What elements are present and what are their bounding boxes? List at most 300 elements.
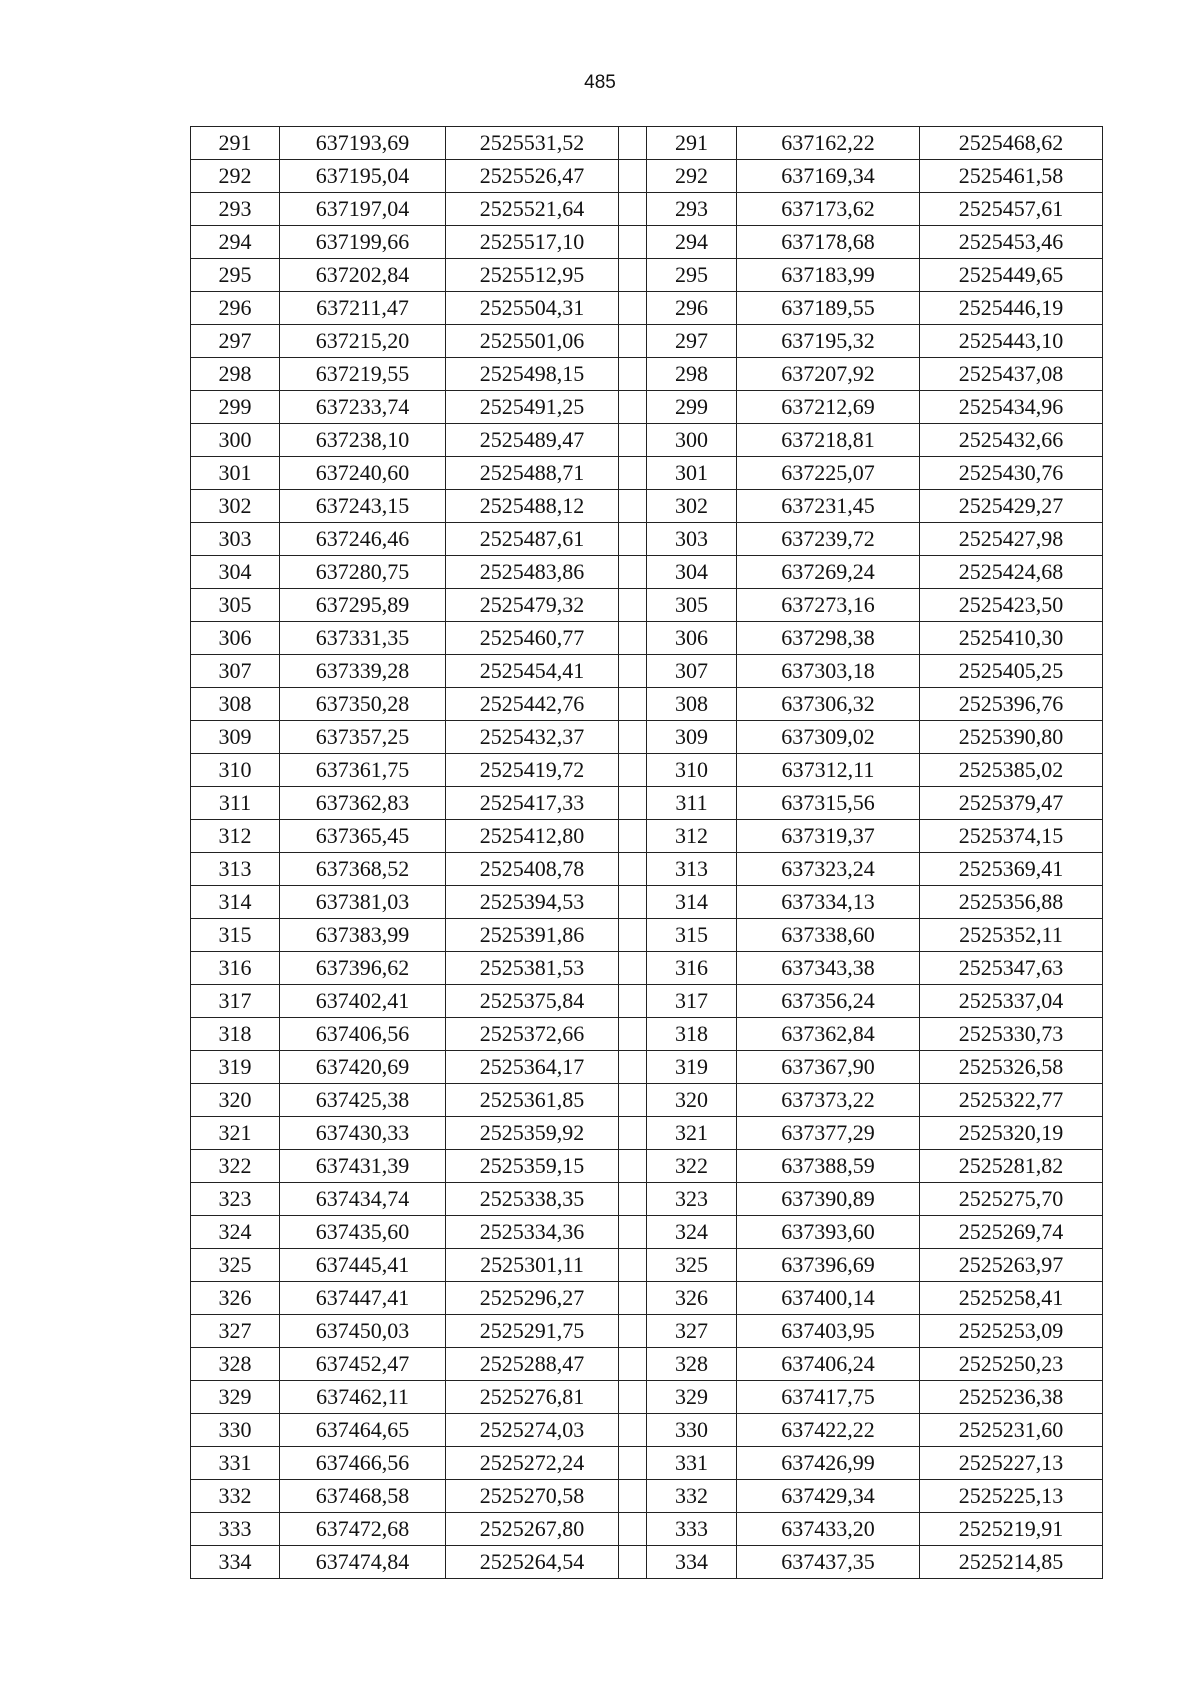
y-coordinate-left: 2525454,41 [446, 655, 619, 688]
point-number-right: 320 [647, 1084, 737, 1117]
separator-cell [619, 160, 647, 193]
x-coordinate-left: 637211,47 [280, 292, 446, 325]
table-row [191, 556, 1103, 589]
y-coordinate-left: 2525334,36 [446, 1216, 619, 1249]
x-coordinate-right: 637195,32 [737, 325, 920, 358]
y-coordinate-right: 2525253,09 [920, 1315, 1103, 1348]
point-number-right: 321 [647, 1117, 737, 1150]
point-number-right: 309 [647, 721, 737, 754]
x-coordinate-right: 637315,56 [737, 787, 920, 820]
y-coordinate-right: 2525337,04 [920, 985, 1103, 1018]
table-row [191, 754, 1103, 787]
point-number-left: 304 [191, 556, 280, 589]
x-coordinate-left: 637368,52 [280, 853, 446, 886]
x-coordinate-left: 637450,03 [280, 1315, 446, 1348]
table-row [191, 424, 1103, 457]
point-number-left: 301 [191, 457, 280, 490]
table-row [191, 1183, 1103, 1216]
y-coordinate-left: 2525291,75 [446, 1315, 619, 1348]
separator-cell [619, 820, 647, 853]
x-coordinate-right: 637225,07 [737, 457, 920, 490]
separator-cell [619, 1480, 647, 1513]
y-coordinate-left: 2525460,77 [446, 622, 619, 655]
x-coordinate-right: 637426,99 [737, 1447, 920, 1480]
separator-cell [619, 1051, 647, 1084]
y-coordinate-right: 2525430,76 [920, 457, 1103, 490]
y-coordinate-left: 2525487,61 [446, 523, 619, 556]
y-coordinate-right: 2525263,97 [920, 1249, 1103, 1282]
y-coordinate-right: 2525424,68 [920, 556, 1103, 589]
table-row [191, 193, 1103, 226]
point-number-right: 292 [647, 160, 737, 193]
y-coordinate-right: 2525405,25 [920, 655, 1103, 688]
y-coordinate-left: 2525272,24 [446, 1447, 619, 1480]
point-number-left: 291 [191, 127, 280, 160]
x-coordinate-left: 637402,41 [280, 985, 446, 1018]
y-coordinate-left: 2525301,11 [446, 1249, 619, 1282]
separator-cell [619, 1513, 647, 1546]
x-coordinate-left: 637357,25 [280, 721, 446, 754]
y-coordinate-right: 2525427,98 [920, 523, 1103, 556]
y-coordinate-left: 2525488,71 [446, 457, 619, 490]
y-coordinate-left: 2525372,66 [446, 1018, 619, 1051]
separator-cell [619, 127, 647, 160]
separator-cell [619, 688, 647, 721]
y-coordinate-left: 2525517,10 [446, 226, 619, 259]
table-row [191, 1480, 1103, 1513]
point-number-right: 317 [647, 985, 737, 1018]
point-number-right: 329 [647, 1381, 737, 1414]
x-coordinate-right: 637169,34 [737, 160, 920, 193]
x-coordinate-right: 637189,55 [737, 292, 920, 325]
x-coordinate-left: 637396,62 [280, 952, 446, 985]
point-number-left: 328 [191, 1348, 280, 1381]
x-coordinate-left: 637434,74 [280, 1183, 446, 1216]
x-coordinate-left: 637233,74 [280, 391, 446, 424]
point-number-left: 292 [191, 160, 280, 193]
point-number-left: 299 [191, 391, 280, 424]
point-number-right: 322 [647, 1150, 737, 1183]
table-row [191, 1513, 1103, 1546]
x-coordinate-right: 637162,22 [737, 127, 920, 160]
separator-cell [619, 193, 647, 226]
table-row [191, 655, 1103, 688]
y-coordinate-right: 2525369,41 [920, 853, 1103, 886]
y-coordinate-right: 2525437,08 [920, 358, 1103, 391]
point-number-right: 294 [647, 226, 737, 259]
y-coordinate-left: 2525526,47 [446, 160, 619, 193]
point-number-left: 330 [191, 1414, 280, 1447]
point-number-right: 291 [647, 127, 737, 160]
table-row [191, 1249, 1103, 1282]
x-coordinate-right: 637396,69 [737, 1249, 920, 1282]
point-number-right: 311 [647, 787, 737, 820]
x-coordinate-left: 637331,35 [280, 622, 446, 655]
page-number: 485 [584, 72, 616, 93]
separator-cell [619, 1447, 647, 1480]
separator-cell [619, 1282, 647, 1315]
separator-cell [619, 259, 647, 292]
point-number-left: 300 [191, 424, 280, 457]
y-coordinate-right: 2525446,19 [920, 292, 1103, 325]
point-number-left: 311 [191, 787, 280, 820]
point-number-right: 307 [647, 655, 737, 688]
x-coordinate-right: 637377,29 [737, 1117, 920, 1150]
point-number-left: 331 [191, 1447, 280, 1480]
separator-cell [619, 490, 647, 523]
point-number-left: 318 [191, 1018, 280, 1051]
point-number-left: 313 [191, 853, 280, 886]
x-coordinate-right: 637437,35 [737, 1546, 920, 1579]
point-number-left: 324 [191, 1216, 280, 1249]
x-coordinate-right: 637356,24 [737, 985, 920, 1018]
coordinates-table-body [191, 127, 1103, 1579]
y-coordinate-left: 2525408,78 [446, 853, 619, 886]
separator-cell [619, 391, 647, 424]
separator-cell [619, 1150, 647, 1183]
x-coordinate-left: 637219,55 [280, 358, 446, 391]
y-coordinate-right: 2525275,70 [920, 1183, 1103, 1216]
table-row [191, 1348, 1103, 1381]
point-number-left: 302 [191, 490, 280, 523]
table-row [191, 1381, 1103, 1414]
point-number-left: 326 [191, 1282, 280, 1315]
y-coordinate-left: 2525288,47 [446, 1348, 619, 1381]
point-number-right: 300 [647, 424, 737, 457]
separator-cell [619, 1249, 647, 1282]
x-coordinate-right: 637183,99 [737, 259, 920, 292]
point-number-left: 303 [191, 523, 280, 556]
x-coordinate-right: 637178,68 [737, 226, 920, 259]
point-number-left: 296 [191, 292, 280, 325]
x-coordinate-right: 637212,69 [737, 391, 920, 424]
point-number-left: 305 [191, 589, 280, 622]
separator-cell [619, 226, 647, 259]
y-coordinate-left: 2525359,15 [446, 1150, 619, 1183]
point-number-right: 299 [647, 391, 737, 424]
x-coordinate-left: 637447,41 [280, 1282, 446, 1315]
y-coordinate-right: 2525423,50 [920, 589, 1103, 622]
x-coordinate-left: 637464,65 [280, 1414, 446, 1447]
point-number-right: 325 [647, 1249, 737, 1282]
point-number-right: 308 [647, 688, 737, 721]
x-coordinate-left: 637474,84 [280, 1546, 446, 1579]
point-number-left: 321 [191, 1117, 280, 1150]
y-coordinate-right: 2525227,13 [920, 1447, 1103, 1480]
separator-cell [619, 424, 647, 457]
point-number-left: 317 [191, 985, 280, 1018]
table-row [191, 1447, 1103, 1480]
table-row [191, 391, 1103, 424]
y-coordinate-right: 2525269,74 [920, 1216, 1103, 1249]
y-coordinate-left: 2525432,37 [446, 721, 619, 754]
y-coordinate-right: 2525219,91 [920, 1513, 1103, 1546]
x-coordinate-left: 637295,89 [280, 589, 446, 622]
separator-cell [619, 1315, 647, 1348]
point-number-right: 333 [647, 1513, 737, 1546]
x-coordinate-left: 637197,04 [280, 193, 446, 226]
y-coordinate-right: 2525429,27 [920, 490, 1103, 523]
point-number-left: 333 [191, 1513, 280, 1546]
x-coordinate-left: 637406,56 [280, 1018, 446, 1051]
point-number-right: 318 [647, 1018, 737, 1051]
point-number-left: 316 [191, 952, 280, 985]
point-number-left: 312 [191, 820, 280, 853]
x-coordinate-right: 637319,37 [737, 820, 920, 853]
x-coordinate-left: 637339,28 [280, 655, 446, 688]
x-coordinate-right: 637273,16 [737, 589, 920, 622]
y-coordinate-right: 2525231,60 [920, 1414, 1103, 1447]
separator-cell [619, 589, 647, 622]
y-coordinate-left: 2525521,64 [446, 193, 619, 226]
x-coordinate-right: 637400,14 [737, 1282, 920, 1315]
point-number-right: 313 [647, 853, 737, 886]
y-coordinate-left: 2525375,84 [446, 985, 619, 1018]
x-coordinate-right: 637306,32 [737, 688, 920, 721]
table-row [191, 1414, 1103, 1447]
y-coordinate-right: 2525258,41 [920, 1282, 1103, 1315]
y-coordinate-left: 2525442,76 [446, 688, 619, 721]
table-row [191, 1018, 1103, 1051]
point-number-right: 328 [647, 1348, 737, 1381]
point-number-right: 324 [647, 1216, 737, 1249]
y-coordinate-left: 2525412,80 [446, 820, 619, 853]
y-coordinate-left: 2525359,92 [446, 1117, 619, 1150]
separator-cell [619, 655, 647, 688]
table-row [191, 127, 1103, 160]
table-row [191, 1051, 1103, 1084]
x-coordinate-left: 637462,11 [280, 1381, 446, 1414]
point-number-right: 332 [647, 1480, 737, 1513]
y-coordinate-right: 2525347,63 [920, 952, 1103, 985]
x-coordinate-left: 637466,56 [280, 1447, 446, 1480]
y-coordinate-right: 2525330,73 [920, 1018, 1103, 1051]
point-number-right: 301 [647, 457, 737, 490]
y-coordinate-left: 2525264,54 [446, 1546, 619, 1579]
point-number-right: 330 [647, 1414, 737, 1447]
point-number-left: 293 [191, 193, 280, 226]
x-coordinate-right: 637303,18 [737, 655, 920, 688]
table-row [191, 490, 1103, 523]
y-coordinate-right: 2525457,61 [920, 193, 1103, 226]
y-coordinate-right: 2525322,77 [920, 1084, 1103, 1117]
y-coordinate-left: 2525512,95 [446, 259, 619, 292]
y-coordinate-right: 2525214,85 [920, 1546, 1103, 1579]
table-row [191, 919, 1103, 952]
x-coordinate-right: 637433,20 [737, 1513, 920, 1546]
table-row [191, 292, 1103, 325]
x-coordinate-left: 637425,38 [280, 1084, 446, 1117]
x-coordinate-left: 637193,69 [280, 127, 446, 160]
x-coordinate-right: 637173,62 [737, 193, 920, 226]
y-coordinate-left: 2525276,81 [446, 1381, 619, 1414]
point-number-left: 327 [191, 1315, 280, 1348]
point-number-left: 306 [191, 622, 280, 655]
y-coordinate-left: 2525483,86 [446, 556, 619, 589]
table-row [191, 523, 1103, 556]
y-coordinate-left: 2525417,33 [446, 787, 619, 820]
separator-cell [619, 1018, 647, 1051]
x-coordinate-right: 637373,22 [737, 1084, 920, 1117]
y-coordinate-left: 2525381,53 [446, 952, 619, 985]
x-coordinate-right: 637323,24 [737, 853, 920, 886]
point-number-left: 295 [191, 259, 280, 292]
point-number-left: 323 [191, 1183, 280, 1216]
x-coordinate-left: 637350,28 [280, 688, 446, 721]
point-number-left: 322 [191, 1150, 280, 1183]
x-coordinate-left: 637430,33 [280, 1117, 446, 1150]
point-number-left: 315 [191, 919, 280, 952]
point-number-right: 331 [647, 1447, 737, 1480]
table-row [191, 226, 1103, 259]
separator-cell [619, 886, 647, 919]
point-number-right: 316 [647, 952, 737, 985]
point-number-left: 332 [191, 1480, 280, 1513]
y-coordinate-right: 2525320,19 [920, 1117, 1103, 1150]
table-row [191, 985, 1103, 1018]
table-row [191, 820, 1103, 853]
point-number-right: 305 [647, 589, 737, 622]
separator-cell [619, 556, 647, 589]
y-coordinate-right: 2525410,30 [920, 622, 1103, 655]
y-coordinate-left: 2525267,80 [446, 1513, 619, 1546]
separator-cell [619, 985, 647, 1018]
y-coordinate-right: 2525434,96 [920, 391, 1103, 424]
x-coordinate-left: 637280,75 [280, 556, 446, 589]
y-coordinate-right: 2525352,11 [920, 919, 1103, 952]
point-number-right: 302 [647, 490, 737, 523]
table-row [191, 886, 1103, 919]
y-coordinate-right: 2525281,82 [920, 1150, 1103, 1183]
y-coordinate-left: 2525338,35 [446, 1183, 619, 1216]
table-row [191, 1282, 1103, 1315]
point-number-right: 310 [647, 754, 737, 787]
y-coordinate-left: 2525391,86 [446, 919, 619, 952]
y-coordinate-left: 2525274,03 [446, 1414, 619, 1447]
x-coordinate-left: 637445,41 [280, 1249, 446, 1282]
y-coordinate-right: 2525379,47 [920, 787, 1103, 820]
y-coordinate-left: 2525491,25 [446, 391, 619, 424]
x-coordinate-right: 637388,59 [737, 1150, 920, 1183]
point-number-right: 298 [647, 358, 737, 391]
x-coordinate-left: 637420,69 [280, 1051, 446, 1084]
point-number-right: 295 [647, 259, 737, 292]
y-coordinate-left: 2525489,47 [446, 424, 619, 457]
y-coordinate-left: 2525394,53 [446, 886, 619, 919]
y-coordinate-right: 2525225,13 [920, 1480, 1103, 1513]
separator-cell [619, 1183, 647, 1216]
y-coordinate-left: 2525361,85 [446, 1084, 619, 1117]
y-coordinate-right: 2525236,38 [920, 1381, 1103, 1414]
point-number-left: 319 [191, 1051, 280, 1084]
x-coordinate-right: 637343,38 [737, 952, 920, 985]
y-coordinate-left: 2525479,32 [446, 589, 619, 622]
point-number-right: 319 [647, 1051, 737, 1084]
y-coordinate-left: 2525419,72 [446, 754, 619, 787]
point-number-left: 325 [191, 1249, 280, 1282]
separator-cell [619, 325, 647, 358]
x-coordinate-right: 637403,95 [737, 1315, 920, 1348]
y-coordinate-left: 2525270,58 [446, 1480, 619, 1513]
table-row [191, 1084, 1103, 1117]
y-coordinate-right: 2525374,15 [920, 820, 1103, 853]
y-coordinate-right: 2525356,88 [920, 886, 1103, 919]
point-number-left: 294 [191, 226, 280, 259]
point-number-right: 304 [647, 556, 737, 589]
point-number-left: 309 [191, 721, 280, 754]
x-coordinate-left: 637468,58 [280, 1480, 446, 1513]
table-row [191, 1546, 1103, 1579]
point-number-right: 326 [647, 1282, 737, 1315]
table-row [191, 1150, 1103, 1183]
point-number-right: 323 [647, 1183, 737, 1216]
x-coordinate-left: 637195,04 [280, 160, 446, 193]
y-coordinate-right: 2525326,58 [920, 1051, 1103, 1084]
x-coordinate-right: 637393,60 [737, 1216, 920, 1249]
table-row [191, 688, 1103, 721]
table-row [191, 259, 1103, 292]
y-coordinate-left: 2525488,12 [446, 490, 619, 523]
point-number-left: 329 [191, 1381, 280, 1414]
x-coordinate-left: 637362,83 [280, 787, 446, 820]
y-coordinate-right: 2525396,76 [920, 688, 1103, 721]
table-row [191, 325, 1103, 358]
separator-cell [619, 1216, 647, 1249]
x-coordinate-right: 637298,38 [737, 622, 920, 655]
x-coordinate-left: 637472,68 [280, 1513, 446, 1546]
y-coordinate-right: 2525443,10 [920, 325, 1103, 358]
table-row [191, 160, 1103, 193]
x-coordinate-right: 637417,75 [737, 1381, 920, 1414]
x-coordinate-right: 637239,72 [737, 523, 920, 556]
point-number-right: 297 [647, 325, 737, 358]
x-coordinate-right: 637367,90 [737, 1051, 920, 1084]
x-coordinate-left: 637215,20 [280, 325, 446, 358]
y-coordinate-left: 2525501,06 [446, 325, 619, 358]
y-coordinate-right: 2525432,66 [920, 424, 1103, 457]
point-number-right: 312 [647, 820, 737, 853]
point-number-left: 314 [191, 886, 280, 919]
x-coordinate-right: 637231,45 [737, 490, 920, 523]
point-number-right: 334 [647, 1546, 737, 1579]
x-coordinate-right: 637429,34 [737, 1480, 920, 1513]
point-number-right: 296 [647, 292, 737, 325]
y-coordinate-right: 2525390,80 [920, 721, 1103, 754]
y-coordinate-left: 2525531,52 [446, 127, 619, 160]
table-row [191, 622, 1103, 655]
point-number-right: 293 [647, 193, 737, 226]
separator-cell [619, 457, 647, 490]
separator-cell [619, 754, 647, 787]
separator-cell [619, 358, 647, 391]
table-row [191, 721, 1103, 754]
x-coordinate-right: 637338,60 [737, 919, 920, 952]
table-row [191, 952, 1103, 985]
table-row [191, 853, 1103, 886]
y-coordinate-left: 2525296,27 [446, 1282, 619, 1315]
y-coordinate-left: 2525504,31 [446, 292, 619, 325]
separator-cell [619, 721, 647, 754]
x-coordinate-left: 637246,46 [280, 523, 446, 556]
point-number-right: 303 [647, 523, 737, 556]
table-row [191, 1216, 1103, 1249]
y-coordinate-left: 2525364,17 [446, 1051, 619, 1084]
x-coordinate-left: 637202,84 [280, 259, 446, 292]
table-row [191, 358, 1103, 391]
separator-cell [619, 292, 647, 325]
x-coordinate-left: 637431,39 [280, 1150, 446, 1183]
x-coordinate-left: 637365,45 [280, 820, 446, 853]
